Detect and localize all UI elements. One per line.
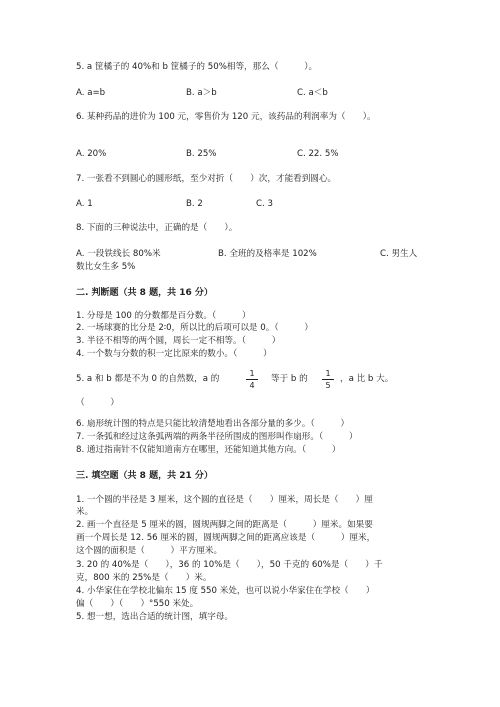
q6-option-a: A. 20% <box>76 149 107 159</box>
q7-option-c: C. 3 <box>256 199 273 209</box>
q5-stem: 5. a 筐橘子的 40%和 b 筐橘子的 50%相等，那么（ ）。 <box>76 62 318 72</box>
fraction-bar <box>322 379 334 380</box>
fraction-denominator: 4 <box>249 381 255 390</box>
q5-option-c: C. a＜b <box>297 88 328 98</box>
q8-option-c-continued: 数比女生多 5% <box>76 262 136 272</box>
fill-line-7: 克，800 米的 25%是（ ）米。 <box>76 573 212 583</box>
q6-option-c: C. 22. 5% <box>297 149 339 159</box>
q7-option-b: B. 2 <box>186 199 203 209</box>
section-3-title: 三. 填空题（共 8 题，共 21 分） <box>76 471 213 481</box>
q6-stem: 6. 某种药品的进价为 100 元，零售价为 120 元，该药品的利润率为（ ）。 <box>76 112 376 122</box>
section-2-title: 二. 判断题（共 8 题，共 16 分） <box>76 288 213 298</box>
fraction-bar <box>246 379 258 380</box>
fraction-one-quarter <box>246 369 258 390</box>
judge-item-2: 2. 一场球赛的比分是 2∶0，所以比的后项可以是 0。（ ） <box>76 323 313 333</box>
judge-item-6: 6. 扇形统计图的特点是只能比较清楚地看出各部分量的多少。（ ） <box>76 419 350 429</box>
fill-line-6: 3. 20 的 40%是（ ），36 的 10%是（ ），50 千克的 60%是（ ）千 <box>76 560 383 570</box>
judge-item-5-part2: 等于 b 的 <box>271 374 308 384</box>
q6-option-b: B. 25% <box>186 149 217 159</box>
judge-item-5-answer: （ ） <box>76 398 119 408</box>
q5-option-b: B. a＞b <box>186 88 217 98</box>
judge-item-7: 7. 一条弧和经过这条弧两端的两条半径所围成的图形叫作扇形。（ ） <box>76 432 358 442</box>
q5-option-a: A. a=b <box>76 88 106 98</box>
fraction-numerator: 1 <box>325 369 331 378</box>
q8-option-b: B. 全班的及格率是 102% <box>218 249 317 259</box>
fill-line-9: 偏（ ）（ ）°550 米处。 <box>76 599 199 609</box>
fill-line-3: 2. 画一个直径是 5 厘米的圆，圆规两脚之间的距离是（ ）厘米。如果要 <box>76 520 373 530</box>
judge-item-5-part3: ，a 比 b 大。 <box>340 374 394 384</box>
judge-item-8: 8. 通过指南针不仅能知道南方在哪里，还能知道其他方向。（ ） <box>76 445 341 455</box>
q7-option-a: A. 1 <box>76 199 93 209</box>
fill-line-4: 画一个周长是 12. 56 厘米的圆，圆规两脚之间的距离应该是（ ）厘米， <box>76 533 376 543</box>
fill-line-2: 米。 <box>76 507 94 517</box>
fill-line-5: 这个圆的面积是（ ）平方厘米。 <box>76 546 223 556</box>
q7-stem: 7. 一张看不到圆心的圆形纸，至少对折（ ）次，才能看到圆心。 <box>76 174 337 184</box>
q8-option-c: C. 男生人 <box>380 249 418 259</box>
judge-item-5-part1: 5. a 和 b 都是不为 0 的自然数，a 的 <box>76 374 220 384</box>
judge-item-1: 1. 分母是 100 的分数都是百分数。（ ） <box>76 311 251 321</box>
fraction-denominator: 5 <box>325 381 331 390</box>
fraction-one-fifth <box>322 369 334 390</box>
judge-item-4: 4. 一个数与分数的积一定比原来的数小。（ ） <box>76 349 272 359</box>
judge-item-3: 3. 半径不相等的两个圆，周长一定不相等。（ ） <box>76 336 281 346</box>
fraction-numerator: 1 <box>249 369 255 378</box>
q8-stem: 8. 下面的三种说法中，正确的是（ ）。 <box>76 223 238 233</box>
q8-option-a: A. 一段铁线长 80%米 <box>76 249 161 259</box>
fill-line-1: 1. 一个圆的半径是 3 厘米，这个圆的直径是（ ）厘米，周长是（ ）厘 <box>76 495 373 505</box>
fill-line-10: 5. 想一想，选出合适的统计图，填字母。 <box>76 612 234 622</box>
fill-line-8: 4. 小华家住在学校北偏东 15 度 550 米处，也可以说小华家住在学校（ ） <box>76 586 375 596</box>
